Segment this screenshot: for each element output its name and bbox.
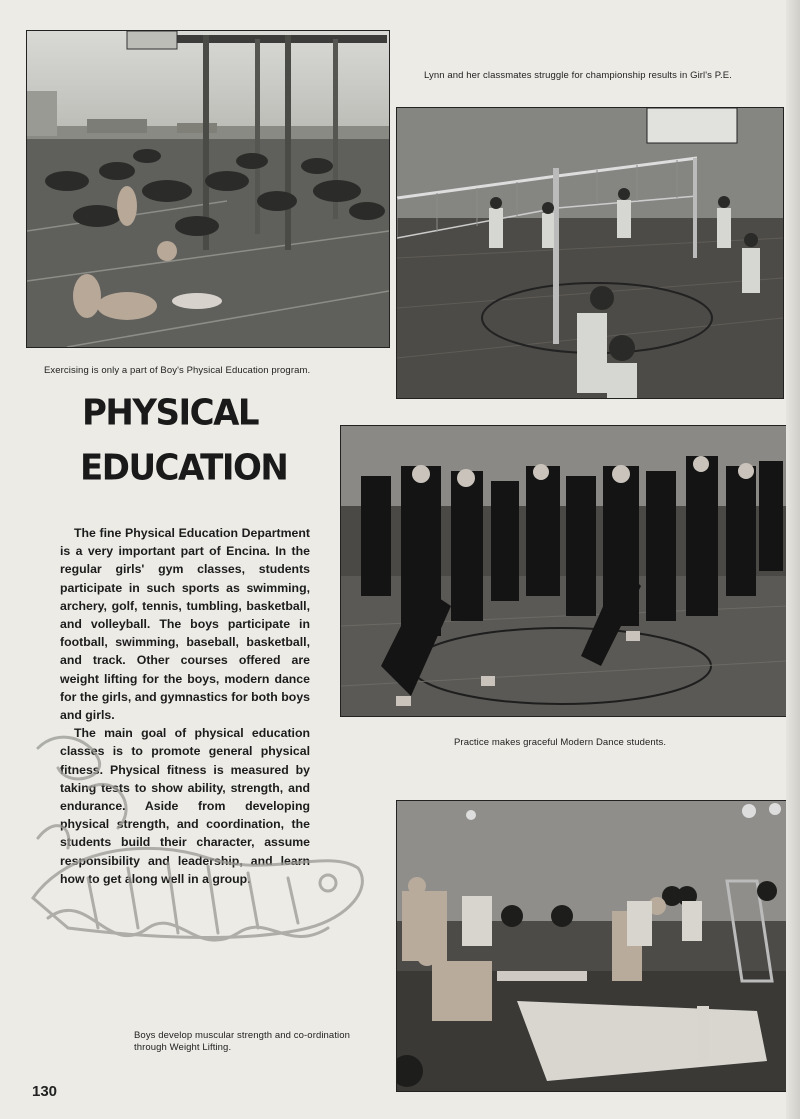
caption-exercise: Exercising is only a part of Boy's Physical Education program. — [44, 365, 311, 376]
article-body — [60, 524, 310, 888]
photo-boys-exercising — [26, 30, 390, 348]
photo-girls-volleyball — [396, 107, 784, 399]
article-paragraph-1: The fine Physical Education Department is a very important part of Encina. In the regular girls' gym classes, students participate in such sports as swimming, archery, golf, tennis, tumbling, basketball, and volleyball. The boys participate in football, swimming, baseball, basketball, and track. Other courses offered are weight lifting for the boys, modern dance for the girls, and gymnastics for both boys and girls. — [60, 526, 310, 723]
page-number: 130 — [32, 1083, 58, 1100]
page-edge-shadow — [786, 0, 800, 1119]
caption-volleyball: Lynn and her classmates struggle for championship results in Girl's P.E. — [424, 70, 732, 81]
caption-weights: Boys develop muscular strength and co-ordination through Weight Lifting. — [134, 1030, 351, 1053]
photo-weight-lifting — [396, 800, 788, 1092]
photo-modern-dance — [340, 425, 788, 717]
page-title-line1: PHYSICAL — [82, 392, 259, 434]
page-title-line2: EDUCATION — [80, 447, 288, 489]
article-paragraph-2: The main goal of physical education classes is to promote general physical fitness. Physical fitness is measured by taking tests to show ability, strength, and endurance. Aside from developing physical strength, and coordination, the students build their character, assume responsibility and leadership, and learn how to get along well in a group. — [60, 726, 310, 886]
caption-dance: Practice makes graceful Modern Dance students. — [454, 737, 667, 748]
